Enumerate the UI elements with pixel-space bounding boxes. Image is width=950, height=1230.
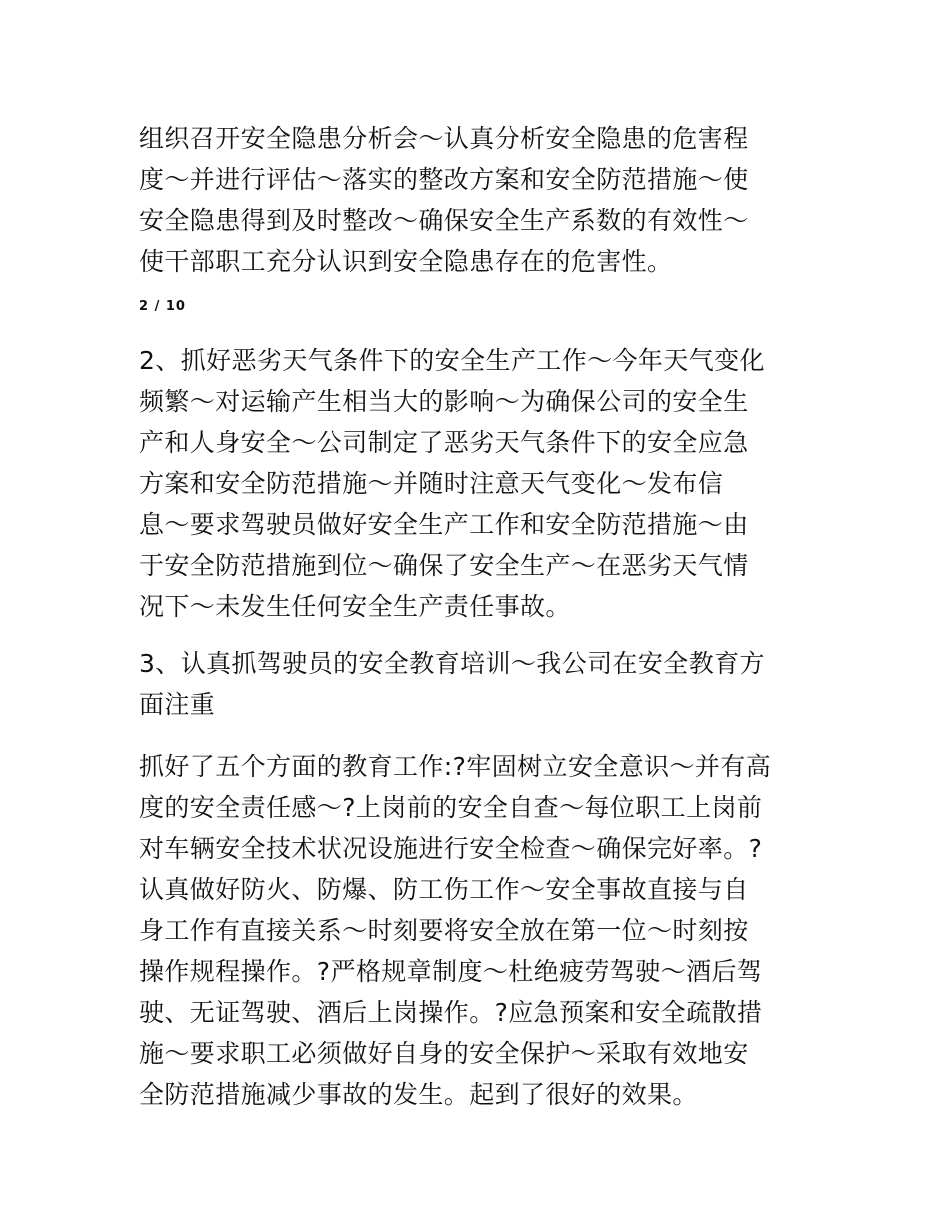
page-number: 2 / 10 <box>139 299 186 314</box>
text-line: 于安全防范措施到位～确保了安全生产～在恶劣天气情 <box>139 551 749 580</box>
text-line: 驶、无证驾驶、酒后上岗操作。?应急预案和安全疏散措 <box>139 998 763 1027</box>
text-line: 频繁～对运输产生相当大的影响～为确保公司的安全生 <box>139 387 749 416</box>
text-line: 面注重 <box>139 690 216 719</box>
text-line: 3、认真抓驾驶员的安全教育培训～我公司在安全教育方 <box>139 649 765 678</box>
text-line: 使干部职工充分认识到安全隐患存在的危害性。 <box>139 247 673 276</box>
text-line: 身工作有直接关系～时刻要将安全放在第一位～时刻按 <box>139 916 749 945</box>
text-line: 全防范措施减少事故的发生。起到了很好的效果。 <box>139 1080 698 1109</box>
text-line: 息～要求驾驶员做好安全生产工作和安全防范措施～由 <box>139 510 749 539</box>
paragraph-bad-weather <box>139 340 829 627</box>
paragraph-five-aspects <box>139 746 829 1115</box>
text-line: 施～要求职工必须做好自身的安全保护～采取有效地安 <box>139 1039 749 1068</box>
text-line: 况下～未发生任何安全生产责任事故。 <box>139 592 571 621</box>
text-line: 认真做好防火、防爆、防工伤工作～安全事故直接与自 <box>139 875 749 904</box>
paragraph-hazard-analysis <box>139 118 829 282</box>
text-line: 方案和安全防范措施～并随时注意天气变化～发布信 <box>139 469 724 498</box>
text-line: 产和人身安全～公司制定了恶劣天气条件下的安全应急 <box>139 428 749 457</box>
text-line: 抓好了五个方面的教育工作:?牢固树立安全意识～并有高 <box>139 752 772 781</box>
paragraph-driver-training <box>139 643 829 725</box>
text-line: 组织召开安全隐患分析会～认真分析安全隐患的危害程 <box>139 124 749 153</box>
text-line: 度的安全责任感～?上岗前的安全自查～每位职工上岗前 <box>139 793 763 822</box>
text-line: 安全隐患得到及时整改～确保安全生产系数的有效性～ <box>139 206 749 235</box>
text-line: 对车辆安全技术状况设施进行安全检查～确保完好率。? <box>139 834 763 863</box>
text-line: 操作规程操作。?严格规章制度～杜绝疲劳驾驶～酒后驾 <box>139 957 763 986</box>
text-line: 2、抓好恶劣天气条件下的安全生产工作～今年天气变化 <box>139 346 765 375</box>
text-line: 度～并进行评估～落实的整改方案和安全防范措施～使 <box>139 165 749 194</box>
